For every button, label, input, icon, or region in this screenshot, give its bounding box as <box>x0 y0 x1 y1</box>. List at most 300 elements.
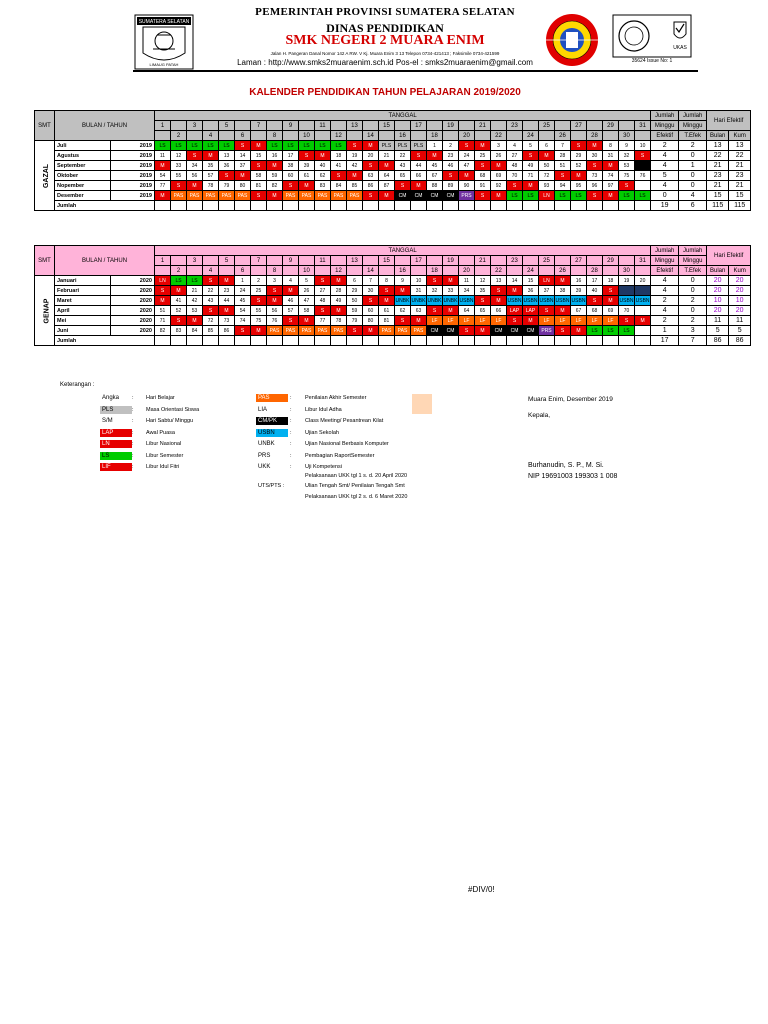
day-cell: USBN <box>523 297 538 304</box>
day-cell: 27 <box>507 151 523 161</box>
day-cell: 84 <box>331 181 347 191</box>
day-cell: 23 <box>219 286 235 296</box>
day-number: 4 <box>203 131 219 141</box>
day-cell: 53 <box>187 306 203 316</box>
day-cell: M <box>459 171 475 181</box>
efektif-label: Efektif <box>651 131 679 141</box>
days-cumulative: 23 <box>729 171 751 181</box>
day-cell: 3 <box>491 141 507 151</box>
day-cell: LS <box>571 191 587 201</box>
day-cell: M <box>155 296 171 306</box>
day-cell: 6 <box>347 276 363 286</box>
total-empty-cell <box>251 201 267 211</box>
legend-colon: : <box>290 429 292 436</box>
day-cell: M <box>491 191 507 201</box>
month-row <box>35 306 751 316</box>
day-number <box>411 131 427 141</box>
legend-code: UNBK <box>258 441 275 447</box>
day-cell: 81 <box>251 181 267 191</box>
day-cell: 73 <box>587 171 603 181</box>
total-row <box>35 201 751 211</box>
day-cell: 63 <box>411 306 427 316</box>
day-cell: 80 <box>363 316 379 326</box>
total-empty-cell <box>363 201 379 211</box>
day-cell: 29 <box>347 286 363 296</box>
day-cell: 97 <box>603 181 619 191</box>
day-cell: LF <box>459 316 475 326</box>
legend-description: Uji Kompetensi <box>305 464 342 470</box>
day-cell: 83 <box>315 181 331 191</box>
day-cell: 9 <box>395 276 411 286</box>
day-number: 2 <box>171 131 187 141</box>
day-cell: LF <box>491 316 507 326</box>
day-number <box>267 121 283 131</box>
day-number <box>363 121 379 131</box>
days-month: 20 <box>707 286 729 296</box>
day-cell: M <box>571 326 587 336</box>
month-row <box>35 161 751 171</box>
day-cell: S <box>619 181 635 191</box>
day-cell: 67 <box>571 306 587 316</box>
day-cell: S <box>427 306 443 316</box>
day-cell: M <box>219 306 235 316</box>
day-cell: M <box>443 276 459 286</box>
total-row <box>35 336 751 346</box>
legend-description: Hari Sabtu/ Minggu <box>146 418 194 424</box>
day-cell: 37 <box>539 286 555 296</box>
month-name: Maret <box>55 296 111 306</box>
day-cell: 34 <box>187 161 203 171</box>
legend-colon: : <box>132 429 134 436</box>
day-cell: 69 <box>603 306 619 316</box>
day-cell: 33 <box>443 286 459 296</box>
day-number <box>587 256 603 266</box>
day-cell: 61 <box>379 306 395 316</box>
day-number: 26 <box>555 131 571 141</box>
day-cell: S <box>507 316 523 326</box>
day-cell: 26 <box>299 286 315 296</box>
total-empty-cell <box>555 336 571 346</box>
day-cell: 69 <box>491 171 507 181</box>
day-number <box>171 121 187 131</box>
day-cell: CM <box>427 326 443 336</box>
department-header: DINAS PENDIDIKAN <box>326 21 444 35</box>
day-cell: M <box>315 151 331 161</box>
day-cell: 16 <box>571 276 587 286</box>
days-month: 23 <box>707 171 729 181</box>
day-cell: S <box>251 191 267 201</box>
day-number <box>155 131 171 141</box>
day-cell: 74 <box>235 316 251 326</box>
semester-name: GENAP <box>43 298 51 323</box>
day-cell: S <box>363 161 379 171</box>
total-non-effective-weeks: 7 <box>679 336 707 346</box>
minggu-label: Minggu <box>679 121 707 131</box>
day-cell: 90 <box>459 181 475 191</box>
day-cell: 52 <box>171 306 187 316</box>
total-empty-cell <box>267 201 283 211</box>
day-cell: M <box>283 286 299 296</box>
day-cell: 49 <box>523 161 539 171</box>
day-cell: 46 <box>283 296 299 306</box>
day-cell: USBN <box>507 297 522 304</box>
effective-weeks: 4 <box>651 286 679 296</box>
month-year: 2019 <box>111 171 155 181</box>
day-cell <box>635 306 651 316</box>
total-empty-cell <box>619 336 635 346</box>
day-cell: 62 <box>395 306 411 316</box>
days-cumulative: 5 <box>729 326 751 336</box>
day-cell: 86 <box>363 181 379 191</box>
day-cell: M <box>379 161 395 171</box>
day-cell: USBN <box>619 297 634 304</box>
total-empty-cell <box>635 336 651 346</box>
day-cell: 51 <box>555 161 571 171</box>
day-cell: S <box>331 171 347 181</box>
day-number <box>155 266 171 276</box>
day-cell: S <box>347 326 363 336</box>
day-number: 7 <box>251 121 267 131</box>
day-cell: PAS <box>395 326 411 336</box>
day-number: 19 <box>443 121 459 131</box>
legend-colon: : <box>290 464 292 470</box>
days-month: 20 <box>707 306 729 316</box>
hari-efektif-header: Hari Efektif <box>707 246 751 266</box>
uts-code: UTS/PTS : <box>258 483 285 489</box>
total-empty-cell <box>155 201 171 211</box>
total-days: 86 <box>707 336 729 346</box>
day-number: 10 <box>299 131 315 141</box>
month-name: Juli <box>55 141 111 151</box>
day-number: 9 <box>283 121 299 131</box>
day-cell: 83 <box>171 326 187 336</box>
day-number: 27 <box>571 121 587 131</box>
legend-colon: : <box>290 395 292 401</box>
day-cell: 19 <box>347 151 363 161</box>
bulan-header: Bulan <box>707 131 729 141</box>
day-cell: 47 <box>459 161 475 171</box>
day-cell: S <box>459 326 475 336</box>
day-cell: 73 <box>219 316 235 326</box>
day-number <box>619 121 635 131</box>
total-empty-cell <box>267 336 283 346</box>
days-month: 10 <box>707 296 729 306</box>
day-cell: S <box>395 316 411 326</box>
day-cell: S <box>187 151 203 161</box>
day-cell: CM <box>443 191 459 201</box>
day-cell: 4 <box>507 141 523 151</box>
day-number: 31 <box>635 256 651 266</box>
day-cell: S <box>475 161 491 171</box>
non-effective-weeks: 0 <box>679 286 707 296</box>
total-empty-cell <box>571 336 587 346</box>
day-cell: 22 <box>203 286 219 296</box>
day-number: 8 <box>267 266 283 276</box>
total-empty-cell <box>235 201 251 211</box>
day-number: 29 <box>603 256 619 266</box>
day-cell: 78 <box>203 181 219 191</box>
semester-label-cell <box>35 141 55 211</box>
day-number: 24 <box>523 131 539 141</box>
day-number: 22 <box>491 131 507 141</box>
day-number: 1 <box>155 256 171 266</box>
total-empty-cell <box>203 336 219 346</box>
day-cell: PLS <box>395 141 411 151</box>
day-cell: 50 <box>539 161 555 171</box>
day-cell: M <box>155 161 171 171</box>
legend-code: LIF <box>100 463 132 471</box>
month-name: Oktober <box>55 171 111 181</box>
days-month: 21 <box>707 161 729 171</box>
day-cell: USBN <box>539 297 554 304</box>
month-year-header: BULAN / TAHUN <box>55 246 155 276</box>
legend-code: LN <box>100 440 132 448</box>
day-number <box>491 256 507 266</box>
month-year: 2019 <box>111 191 155 201</box>
days-month: 20 <box>707 276 729 286</box>
day-cell: 61 <box>299 171 315 181</box>
total-effective-weeks: 17 <box>651 336 679 346</box>
day-cell: 79 <box>219 181 235 191</box>
day-cell: 24 <box>459 151 475 161</box>
day-number: 29 <box>603 121 619 131</box>
total-empty-cell <box>635 201 651 211</box>
day-cell: M <box>603 296 619 306</box>
day-cell: S <box>379 286 395 296</box>
day-cell: LS <box>283 141 299 151</box>
non-effective-weeks: 0 <box>679 276 707 286</box>
day-number: 25 <box>539 256 555 266</box>
day-cell: UNBK <box>427 297 442 304</box>
province-logo-subtext: LIMAUG PATAH <box>149 62 179 67</box>
day-cell: 34 <box>459 286 475 296</box>
day-cell: PAS <box>379 326 395 336</box>
non-effective-weeks: 3 <box>679 326 707 336</box>
day-cell: S <box>171 181 187 191</box>
day-cell: M <box>603 161 619 171</box>
day-cell: 28 <box>331 286 347 296</box>
month-row <box>35 296 751 306</box>
day-number: 1 <box>155 121 171 131</box>
day-cell: LS <box>219 141 235 151</box>
day-cell: 25 <box>475 151 491 161</box>
month-year: 2020 <box>111 306 155 316</box>
day-number <box>571 266 587 276</box>
day-cell: S <box>235 141 251 151</box>
month-row <box>35 276 751 286</box>
day-number: 23 <box>507 256 523 266</box>
day-number <box>235 121 251 131</box>
smt-header: SMT <box>35 246 55 276</box>
day-cell: M <box>539 151 555 161</box>
day-cell: 85 <box>203 326 219 336</box>
total-empty-cell <box>395 201 411 211</box>
day-cell: 66 <box>491 306 507 316</box>
day-cell: LS <box>187 141 203 151</box>
day-cell: M <box>171 286 187 296</box>
day-cell: LS <box>523 191 539 201</box>
day-cell: PAS <box>219 191 235 201</box>
total-empty-cell <box>459 201 475 211</box>
day-cell: M <box>555 306 571 316</box>
day-cell: 58 <box>299 306 315 316</box>
legend-colon: : <box>132 395 134 401</box>
day-cell: M <box>411 316 427 326</box>
day-number <box>619 256 635 266</box>
day-cell: 13 <box>219 151 235 161</box>
day-number <box>203 256 219 266</box>
day-cell: M <box>203 151 219 161</box>
tanggal-header: TANGGAL <box>155 246 651 256</box>
total-empty-cell <box>427 201 443 211</box>
day-cell: 35 <box>475 286 491 296</box>
day-cell: 11 <box>459 276 475 286</box>
month-row <box>35 286 751 296</box>
day-cell: 95 <box>571 181 587 191</box>
day-cell: LS <box>299 141 315 151</box>
day-cell: LS <box>171 276 187 286</box>
day-number: 15 <box>379 256 395 266</box>
day-cell: 50 <box>347 296 363 306</box>
day-number <box>587 121 603 131</box>
minggu-label: Minggu <box>651 256 679 266</box>
legend-code: LS <box>100 452 132 460</box>
day-number: 21 <box>475 256 491 266</box>
day-cell: 72 <box>203 316 219 326</box>
day-cell: S <box>283 181 299 191</box>
day-number <box>507 131 523 141</box>
day-cell: LS <box>555 191 571 201</box>
day-cell: 60 <box>283 171 299 181</box>
total-non-effective-weeks: 6 <box>679 201 707 211</box>
day-cell: 89 <box>443 181 459 191</box>
days-cumulative: 22 <box>729 151 751 161</box>
day-cell: M <box>299 181 315 191</box>
total-empty-cell <box>283 336 299 346</box>
effective-weeks: 4 <box>651 151 679 161</box>
days-month: 5 <box>707 326 729 336</box>
total-empty-cell <box>619 201 635 211</box>
day-number <box>283 131 299 141</box>
day-number: 30 <box>619 266 635 276</box>
signature-role: Kepala, <box>528 412 551 419</box>
total-empty-cell <box>411 201 427 211</box>
day-cell: S <box>587 161 603 171</box>
day-number <box>315 131 331 141</box>
day-cell: 32 <box>619 151 635 161</box>
day-cell: 55 <box>171 171 187 181</box>
semester-label-cell <box>35 276 55 346</box>
day-cell: LS <box>187 276 203 286</box>
day-cell: 21 <box>379 151 395 161</box>
month-row <box>35 191 751 201</box>
day-cell: 59 <box>347 306 363 316</box>
day-number <box>427 121 443 131</box>
day-cell: 30 <box>363 286 379 296</box>
day-cell: S <box>539 306 555 316</box>
day-cell: M <box>523 316 539 326</box>
day-cell: LAP <box>507 306 523 316</box>
day-cell: 72 <box>539 171 555 181</box>
day-number: 13 <box>347 256 363 266</box>
days-cumulative: 10 <box>729 296 751 306</box>
day-number <box>555 256 571 266</box>
month-name: September <box>55 161 111 171</box>
day-cell: PAS <box>347 191 363 201</box>
calendar-table-genap <box>34 245 751 346</box>
month-row <box>35 326 751 336</box>
non-effective-weeks: 0 <box>679 306 707 316</box>
day-cell: M <box>587 141 603 151</box>
total-empty-cell <box>283 201 299 211</box>
day-number: 17 <box>411 121 427 131</box>
non-effective-weeks: 0 <box>679 181 707 191</box>
day-cell: 11 <box>155 151 171 161</box>
total-empty-cell <box>491 336 507 346</box>
day-number: 30 <box>619 131 635 141</box>
total-empty-cell <box>539 201 555 211</box>
day-cell: 62 <box>315 171 331 181</box>
day-cell: PAS <box>299 191 315 201</box>
day-cell: UNBK <box>443 297 458 304</box>
day-number <box>443 266 459 276</box>
day-number <box>603 266 619 276</box>
day-cell: M <box>379 191 395 201</box>
day-number: 24 <box>523 266 539 276</box>
day-cell: S <box>315 276 331 286</box>
day-cell: LS <box>315 141 331 151</box>
day-cell: PAS <box>203 191 219 201</box>
day-cell: LF <box>539 316 555 326</box>
day-cell: USBN <box>555 297 570 304</box>
day-cell: PRS <box>539 326 555 336</box>
day-cell: CM <box>523 326 539 336</box>
day-cell: LS <box>619 191 635 201</box>
day-cell: S <box>571 141 587 151</box>
effective-weeks: 4 <box>651 306 679 316</box>
day-number: 9 <box>283 256 299 266</box>
school-address: Jalan H. Pangeran Danal Nomor 142 A RW. V Kj. Muara Enim 3 13 Telepon 0734-421413 ; Faksimile 0734-421599 <box>270 51 500 56</box>
day-cell: M <box>187 316 203 326</box>
day-cell: 57 <box>283 306 299 316</box>
day-cell: 20 <box>363 151 379 161</box>
day-cell: LS <box>203 141 219 151</box>
legend-colon: : <box>290 441 292 447</box>
day-cell: 92 <box>491 181 507 191</box>
day-cell: M <box>235 171 251 181</box>
month-year: 2020 <box>111 286 155 296</box>
legend-colon: : <box>132 418 134 424</box>
day-number: 25 <box>539 121 555 131</box>
total-empty-cell <box>411 336 427 346</box>
semester-name: GAZAL <box>43 163 51 188</box>
day-number <box>635 131 651 141</box>
day-cell: 5 <box>523 141 539 151</box>
day-cell: M <box>267 191 283 201</box>
legend-code: USBN <box>256 429 288 437</box>
day-cell: 2 <box>251 276 267 286</box>
month-year: 2019 <box>111 161 155 171</box>
day-cell: CM <box>427 191 443 201</box>
day-cell: 10 <box>635 141 651 151</box>
day-cell: 44 <box>411 161 427 171</box>
day-cell: 46 <box>443 161 459 171</box>
day-number: 21 <box>475 121 491 131</box>
day-cell: CM <box>491 326 507 336</box>
day-cell: M <box>267 161 283 171</box>
day-number: 19 <box>443 256 459 266</box>
jumlah-minggu-tefek-header: Jumlah <box>679 246 707 256</box>
